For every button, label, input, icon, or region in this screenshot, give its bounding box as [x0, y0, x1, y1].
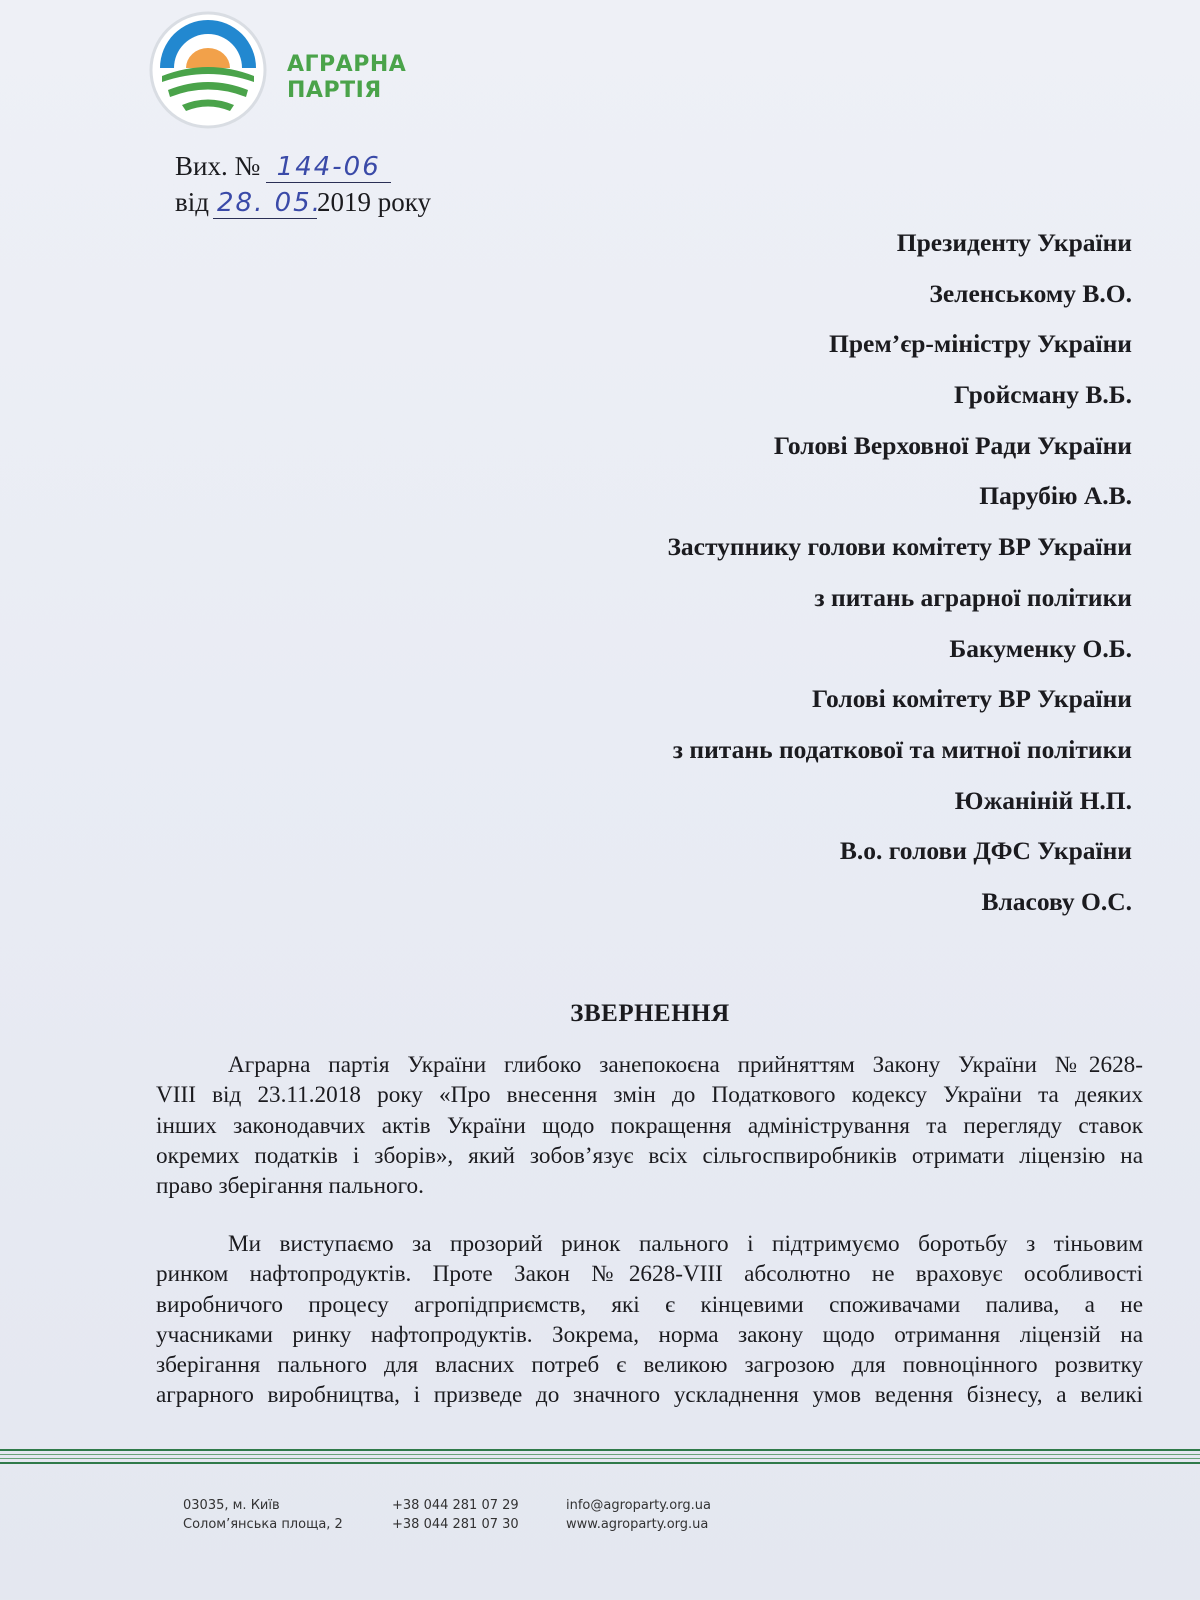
paragraph-line: аграрного виробництва, і призведе до значного ускладнення умов ведення бізнесу, а великі [156, 1382, 1143, 1409]
paragraph-line: окремих податків і зборів», який зобов’язує всіх сільгоспвиробників отримати ліцензію на [156, 1142, 1143, 1169]
logo-line-2: ПАРТІЯ [287, 78, 382, 103]
paragraph-line: виробничого процесу агропідприємств, які є кінцевими споживачами палива, а не [156, 1291, 1143, 1318]
outgoing-number-handwritten: 144-06 [266, 152, 391, 183]
addressee-line: Бакуменку О.Б. [949, 633, 1132, 663]
body-paragraph-2 [156, 1229, 1143, 1411]
paragraph-line: інших законодавчих актів України щодо покращення адміністрування та перегляду ставок [156, 1112, 1143, 1139]
party-logo-icon [148, 10, 268, 130]
document-title: ЗВЕРНЕННЯ [570, 1000, 730, 1027]
footer-contacts [566, 1496, 711, 1534]
addressee-line: Зеленському В.О. [929, 278, 1132, 308]
website: www.agroparty.org.ua [566, 1517, 709, 1532]
outgoing-date-prefix: від [175, 187, 209, 217]
email: info@agroparty.org.ua [566, 1498, 711, 1513]
phone-2: +38 044 281 07 30 [392, 1517, 519, 1532]
footer-divider [0, 1449, 1200, 1467]
party-logo-text [287, 52, 406, 104]
paragraph-line: право зберігання пального. [156, 1173, 424, 1200]
addressee-line: Голові комітету ВР України [812, 684, 1132, 714]
logo-line-1: АГРАРНА [287, 52, 407, 77]
addressee-line: Парубію А.В. [979, 481, 1132, 511]
addressee-line: з питань податкової та митної політики [672, 734, 1132, 764]
addressee-line: Прем’єр-міністру України [829, 329, 1132, 359]
phone-1: +38 044 281 07 29 [392, 1498, 519, 1513]
addressee-block [667, 224, 1132, 934]
footer-address [183, 1496, 343, 1534]
paragraph-line: Ми виступаємо за прозорий ринок пального і підтримуємо боротьбу з тіньовим [228, 1231, 1143, 1257]
addressee-line: Заступнику голови комітету ВР України [667, 532, 1132, 562]
paragraph-line: учасниками ринку нафтопродуктів. Зокрема, норма закону щодо отримання ліцензій на [156, 1321, 1143, 1348]
addressee-line: Голові Верховної Ради України [773, 430, 1132, 460]
address-line-2: Солом’янська площа, 2 [183, 1517, 343, 1532]
outgoing-number-label: Вих. № [175, 151, 261, 181]
addressee-line: В.о. голови ДФС України [839, 836, 1132, 866]
outgoing-date-handwritten: 28. 05. [213, 188, 317, 219]
paragraph-line: Аграрна партія України глибоко занепокоєна прийняттям Закону України №2628- [228, 1052, 1143, 1078]
addressee-line: Власову О.С. [981, 886, 1132, 916]
paragraph-line: зберігання пального для власних потреб є великою загрозою для повноцінного розвитку [156, 1352, 1143, 1379]
addressee-line: з питань аграрної політики [814, 582, 1132, 612]
footer-phones [392, 1496, 519, 1534]
outgoing-reference [175, 148, 431, 220]
body-paragraph-1 [156, 1050, 1143, 1201]
address-line-1: 03035, м. Київ [183, 1498, 280, 1513]
addressee-line: Южаніній Н.П. [954, 785, 1132, 815]
outgoing-date-suffix: 2019 року [317, 187, 431, 217]
paragraph-line: ринком нафтопродуктів. Проте Закон №2628-VIII абсолютно не враховує особливості [156, 1261, 1143, 1288]
paragraph-line: VIII від 23.11.2018 року «Про внесення змін до Податкового кодексу України та деяких [156, 1082, 1143, 1109]
addressee-line: Гройсману В.Б. [954, 380, 1132, 410]
addressee-line: Президенту України [896, 228, 1132, 257]
